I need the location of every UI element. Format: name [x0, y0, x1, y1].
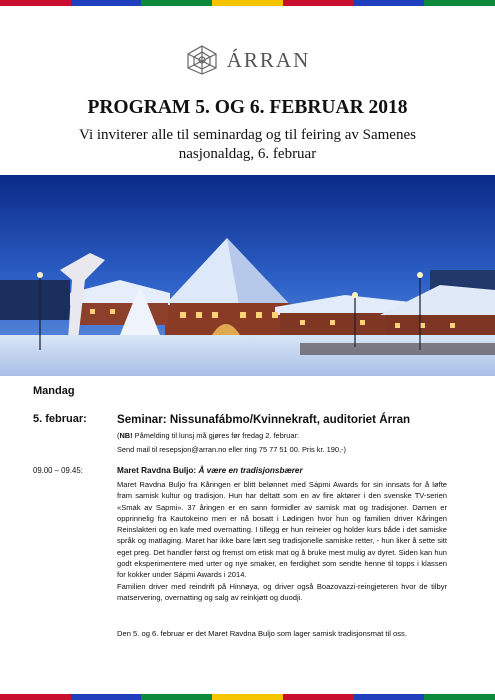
stripe-blue	[71, 694, 142, 700]
nb-text: Påmelding til lunsj må gjøres før fredag 2. februar:	[132, 431, 299, 440]
contact-info: Send mail til resepsjon@arran.no eller ring 75 77 51 00. Pris kr. 190,-)	[117, 445, 346, 454]
fence	[300, 343, 495, 355]
stripe-green	[424, 0, 495, 6]
stripe-green	[141, 694, 212, 700]
session-title	[117, 466, 303, 475]
description-paragraph: Maret Ravdna Buljo fra Kåringen er blitt belønnet med Sápmi Awards for sin innsats for å løfte fram samisk kultur og tradisjon. Hun har deltatt som en av fire aktører i den svenske TV-serien «Smak av Sapmi». 37 åringen er en sann formidler av samisk mat og tradisjoner. Damen er opprinnelig fra Kautokeino men er nå bosatt i Lødingen hvor hun og familien driver Kåringen Reinslakteri og en kafe med overnatting. I tillegg er hun reineier og holder kurs både i det samiske språk og matlaging. Maret har ikke bare lært seg tradisjonelle samiske retter, - hun liker å sette sitt eget preg. Det handler først og fremst om etisk mat og å bruke mest mulig av dyret. Siden kan hun godt eksperimentere med urter og nye smaker, en ferdighet som sendte henne til topps i klassen for kokker under Sápmi Awards i 2014.	[117, 480, 447, 580]
stripe-red	[283, 0, 354, 6]
hero-photo	[0, 175, 495, 376]
session-description	[117, 479, 447, 603]
day-name: Mandag	[33, 385, 75, 397]
page-subtitle: Vi inviterer alle til seminardag og til feiring av Samenes nasjonaldag, 6. februar	[79, 127, 416, 162]
stripe-blue	[354, 694, 425, 700]
page-title: PROGRAM 5. OG 6. FEBRUAR 2018	[87, 97, 408, 118]
nb-label: NB!	[119, 431, 133, 440]
arran-emblem-icon	[185, 44, 219, 76]
seminar-title: Seminar: Nissunafábmo/Kvinnekraft, auditoriet Árran	[117, 413, 411, 426]
description-paragraph: Familien driver med reindrift på Hinnøya, og driver også Boazovazzi-reingjeteren hvor de tilbyr matservering, overnatting og salg av reinkjøtt og duodji.	[117, 581, 447, 602]
session-time: 09.00 – 09.45:	[33, 466, 83, 475]
stripe-green	[141, 0, 212, 6]
stripe-green	[424, 694, 495, 700]
day-date: 5. februar:	[33, 413, 87, 425]
stripe-blue	[71, 0, 142, 6]
stripe-yellow	[212, 0, 283, 6]
registration-note: (NB! Påmelding til lunsj må gjøres før fredag 2. februar:	[117, 431, 299, 440]
forest-left	[0, 280, 70, 320]
stripe-red	[0, 0, 71, 6]
logo-text: ÁRRAN	[226, 47, 311, 72]
arran-logo	[0, 44, 495, 76]
stripe-red	[283, 694, 354, 700]
top-color-stripe	[0, 0, 495, 6]
bottom-color-stripe	[0, 694, 495, 700]
session-speaker: Maret Ravdna Buljo:	[117, 466, 197, 475]
snow-ground	[0, 335, 495, 376]
session-topic: Å være en tradisjonsbærer	[198, 466, 303, 475]
stripe-yellow	[212, 694, 283, 700]
stripe-blue	[354, 0, 425, 6]
closing-note: Den 5. og 6. februar er det Maret Ravdna Buljo som lager samisk tradisjonsmat til oss.	[117, 629, 407, 638]
stripe-red	[0, 694, 71, 700]
